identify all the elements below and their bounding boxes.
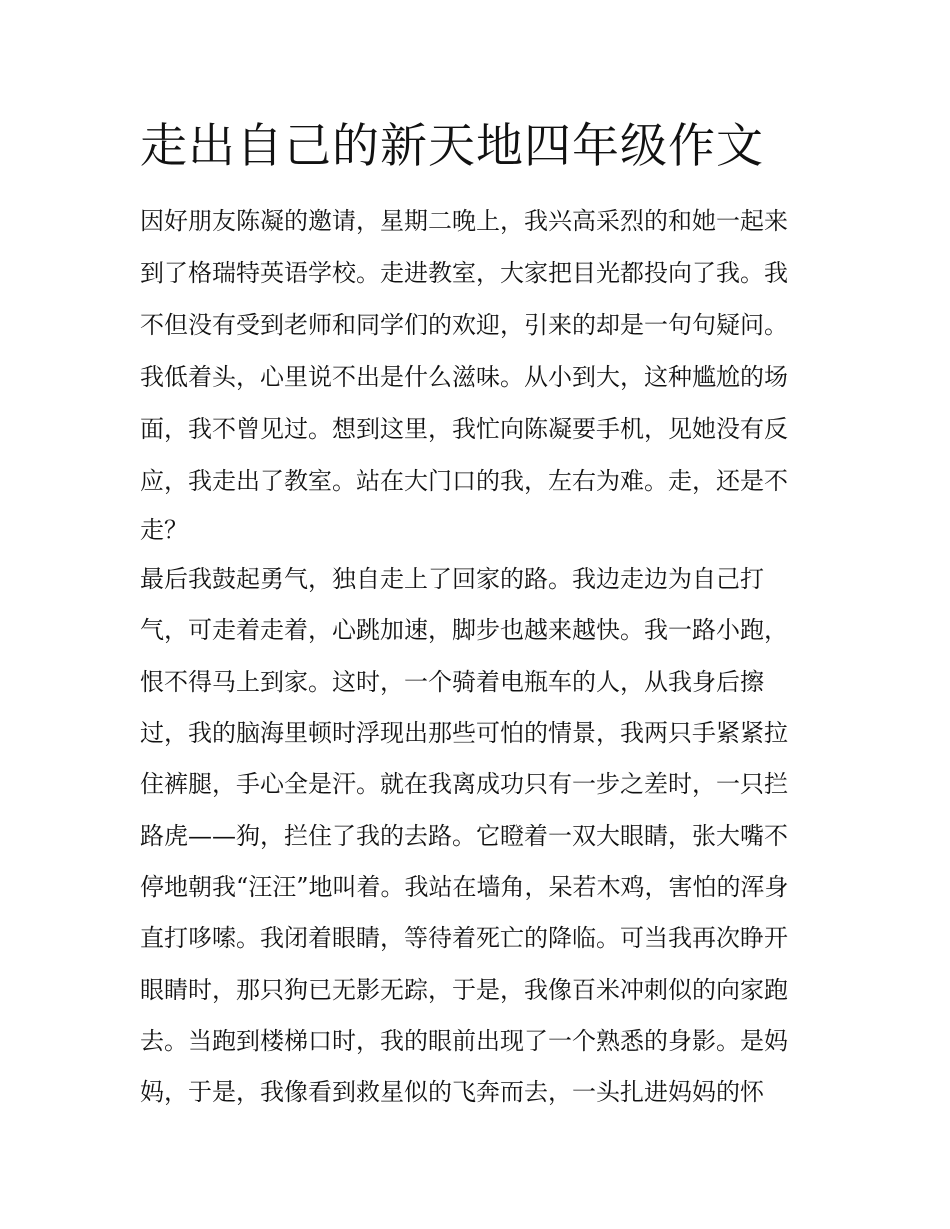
- text-line: 气，可走着走着，心跳加速，脚步也越来越快。我一路小跑，: [140, 616, 788, 644]
- text-line: 面，我不曾见过。想到这里，我忙向陈凝要手机，见她没有反: [140, 415, 788, 443]
- text-line: 眼睛时，那只狗已无影无踪，于是，我像百米冲刺似的向家跑: [140, 976, 788, 1004]
- text-line: 走？: [140, 516, 188, 544]
- text-line: 不但没有受到老师和同学们的欢迎，引来的却是一句句疑问。: [140, 311, 788, 339]
- text-line: 停地朝我“汪汪”地叫着。我站在墙角，呆若木鸡，害怕的浑身: [140, 873, 789, 901]
- text-line: 路虎——狗，拦住了我的去路。它瞪着一双大眼睛，张大嘴不: [140, 822, 788, 850]
- text-line: 到了格瑞特英语学校。走进教室，大家把目光都投向了我。我: [140, 259, 788, 287]
- page-title: 走出自己的新天地四年级作文: [140, 119, 764, 174]
- text-line: 最后我鼓起勇气，独自走上了回家的路。我边走边为自己打: [140, 565, 764, 593]
- text-line: 去。当跑到楼梯口时，我的眼前出现了一个熟悉的身影。是妈: [140, 1027, 788, 1055]
- text-line: 妈，于是，我像看到救星似的飞奔而去，一头扎进妈妈的怀: [140, 1078, 764, 1106]
- text-line: 过，我的脑海里顿时浮现出那些可怕的情景，我两只手紧紧拉: [140, 719, 788, 747]
- text-line: 应，我走出了教室。站在大门口的我，左右为难。走，还是不: [140, 467, 788, 495]
- text-line: 我低着头，心里说不出是什么滋味。从小到大，这种尴尬的场: [140, 363, 788, 391]
- text-line: 住裤腿，手心全是汗。就在我离成功只有一步之差时，一只拦: [140, 770, 788, 798]
- text-line: 直打哆嗦。我闭着眼睛，等待着死亡的降临。可当我再次睁开: [140, 924, 788, 952]
- text-line: 因好朋友陈凝的邀请，星期二晚上，我兴高采烈的和她一起来: [140, 207, 788, 235]
- text-line: 恨不得马上到家。这时，一个骑着电瓶车的人，从我身后擦: [140, 668, 764, 696]
